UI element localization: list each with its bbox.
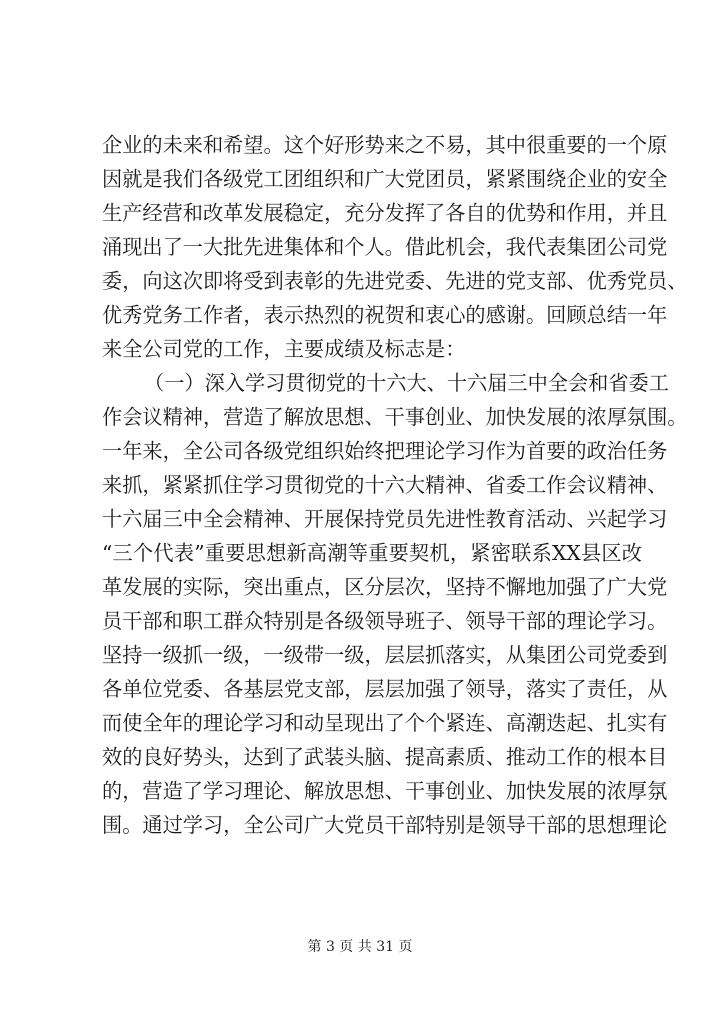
body-line-4: 涌现出了一大批先进集体和个人。借此机会，我代表集团公司党 <box>102 235 668 259</box>
body-line-8: （一）深入学习贯彻党的十六大、十六届三中全会和省委工 <box>144 371 669 395</box>
body-line-11: 来抓，紧紧抓住学习贯彻党的十六大精神、省委工作会议精神、 <box>102 473 668 497</box>
body-line-3: 生产经营和改革发展稳定，充分发挥了各自的优势和作用，并且 <box>102 201 668 225</box>
body-line-5: 委，向这次即将受到表彰的先进党委、先进的党支部、优秀党员、 <box>102 269 688 293</box>
body-line-12: 十六届三中全会精神、开展保持党员先进性教育活动、兴起学习 <box>102 507 668 531</box>
body-line-6: 优秀党务工作者，表示热烈的祝贺和衷心的感谢。回顾总结一年 <box>102 303 668 327</box>
body-line-13: “三个代表”重要思想新高潮等重要契机，紧密联系XX县区改 <box>102 541 642 565</box>
body-line-14: 革发展的实际，突出重点，区分层次，坚持不懈地加强了广大党 <box>102 575 668 599</box>
body-line-7: 来全公司党的工作，主要成绩及标志是： <box>102 337 466 361</box>
body-line-10: 一年来，全公司各级党组织始终把理论学习作为首要的政治任务 <box>102 439 668 463</box>
body-line-20: 的，营造了学习理论、解放思想、干事创业、加快发展的浓厚氛 <box>102 779 668 803</box>
body-line-16: 坚持一级抓一级，一级带一级，层层抓落实，从集团公司党委到 <box>102 643 668 667</box>
page-number-footer: 第 3 页 共 31 页 <box>307 939 413 955</box>
body-line-18: 而使全年的理论学习和动呈现出了个个紧连、高潮迭起、扎实有 <box>102 711 668 735</box>
body-line-19: 效的良好势头，达到了武装头脑、提高素质、推动工作的根本目 <box>102 745 668 769</box>
body-line-9: 作会议精神，营造了解放思想、干事创业、加快发展的浓厚氛围。 <box>102 405 688 429</box>
body-line-1: 企业的未来和希望。这个好形势来之不易，其中很重要的一个原 <box>102 133 668 157</box>
body-line-15: 员干部和职工群众特别是各级领导班子、领导干部的理论学习。 <box>102 609 668 633</box>
body-line-2: 因就是我们各级党工团组织和广大党团员，紧紧围绕企业的安全 <box>102 167 668 191</box>
body-line-17: 各单位党委、各基层党支部，层层加强了领导，落实了责任，从 <box>102 677 668 701</box>
body-line-21: 围。通过学习，全公司广大党员干部特别是领导干部的思想理论 <box>102 813 668 837</box>
